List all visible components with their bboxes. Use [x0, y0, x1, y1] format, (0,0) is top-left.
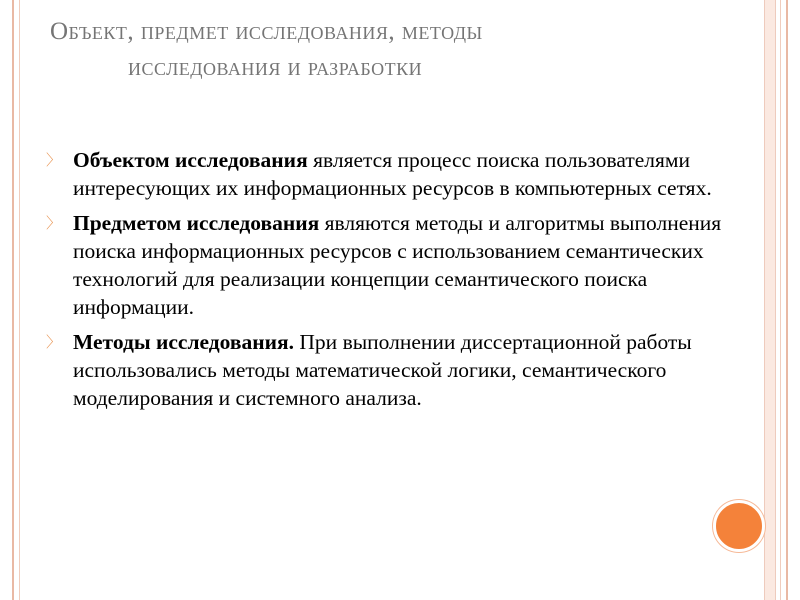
slide-title	[50, 14, 740, 86]
bullet-list	[44, 146, 724, 419]
bullet-text: является процесс поиска пользователями интересующих их информационных ресурсов в компьютерных сетях.	[73, 148, 712, 200]
title-line-1: Объект, предмет исследования, методы	[50, 18, 483, 45]
bullet-icon: 〉	[46, 214, 62, 232]
right-decorative-band	[764, 0, 776, 600]
bullet-bold-lead: Предметом исследования	[73, 211, 320, 235]
bullet-item-subject	[44, 209, 724, 321]
bullet-icon: 〉	[46, 151, 62, 169]
bullet-text: При выполнении диссертационной работы использовались методы математической логики, семантического моделирования и системного анализа.	[73, 330, 692, 410]
bullet-item-object	[44, 146, 724, 202]
bullet-item-methods	[44, 328, 724, 412]
title-line-2: исследования и разработки	[128, 54, 423, 81]
bullet-bold-lead: Методы исследования.	[73, 330, 295, 354]
bullet-icon: 〉	[46, 333, 62, 351]
bullet-bold-lead: Объектом исследования	[73, 148, 308, 172]
accent-circle	[713, 500, 765, 552]
bullet-text: являются методы и алгоритмы выполнения поиска информационных ресурсов с использованием семантических технологий для реализации концепции семантического поиска информации.	[73, 211, 722, 319]
